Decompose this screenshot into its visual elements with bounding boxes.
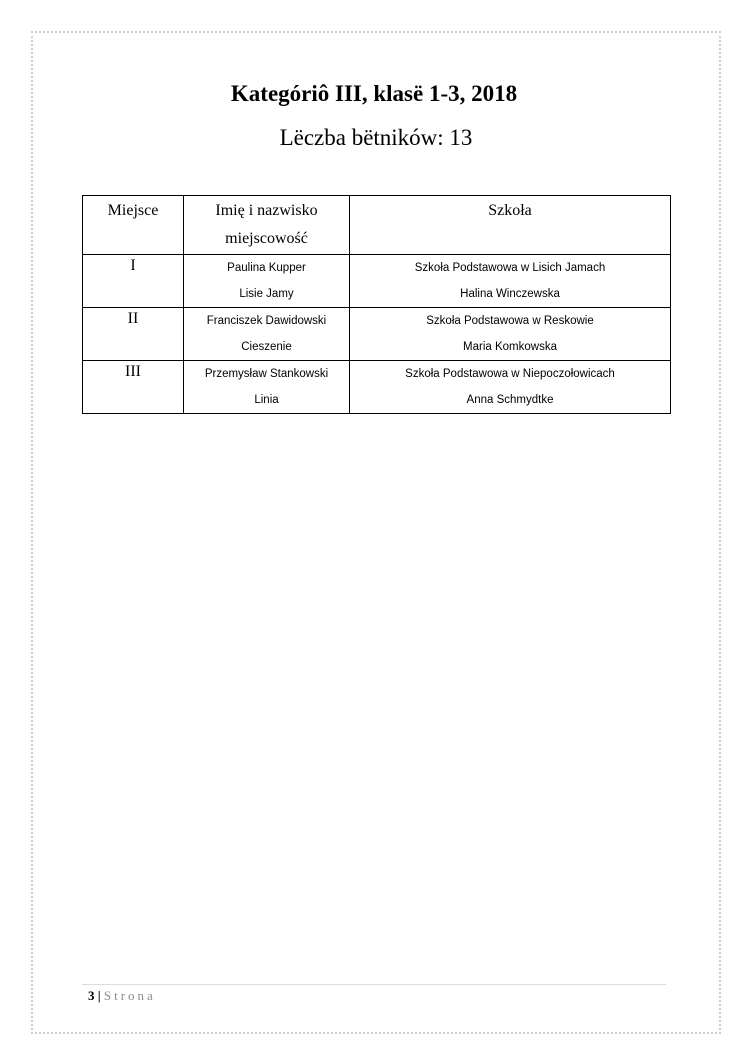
table-row <box>83 308 671 361</box>
row-name-cell <box>184 255 350 308</box>
row-place: II <box>83 308 184 361</box>
school-name: Szkoła Podstawowa w Lisich Jamach <box>414 262 606 274</box>
teacher-name: Halina Winczewska <box>460 288 560 300</box>
header-name-line1: Imię i nazwisko <box>215 202 318 219</box>
footer-divider <box>82 984 666 985</box>
table-row <box>83 255 671 308</box>
document-title: Kategóriô III, klasë 1-3, 2018 <box>230 81 518 106</box>
page-footer <box>88 988 156 1004</box>
participant-name: Przemysław Stankowski <box>204 368 329 380</box>
row-place: III <box>83 361 184 414</box>
row-place: I <box>83 255 184 308</box>
table-header-row <box>83 196 671 255</box>
page-number: 3 <box>88 988 95 1003</box>
teacher-name: Anna Schmydtke <box>466 394 554 406</box>
participant-town: Lisie Jamy <box>239 288 294 300</box>
participant-name: Paulina Kupper <box>227 262 306 274</box>
row-name-cell <box>184 308 350 361</box>
header-name-line2: miejscowość <box>225 230 308 247</box>
row-school-cell <box>350 308 671 361</box>
results-table <box>82 195 671 414</box>
participant-name: Franciszek Dawidowski <box>206 315 327 327</box>
participant-town: Cieszenie <box>241 341 292 353</box>
row-name-cell <box>184 361 350 414</box>
footer-separator: | <box>97 988 101 1003</box>
school-name: Szkoła Podstawowa w Reskowie <box>426 315 594 327</box>
page-label: Strona <box>103 988 156 1003</box>
row-school-cell <box>350 361 671 414</box>
school-name: Szkoła Podstawowa w Niepoczołowicach <box>405 368 615 380</box>
header-name <box>184 196 350 255</box>
header-school: Szkoła <box>350 196 671 255</box>
teacher-name: Maria Komkowska <box>463 341 557 353</box>
table-row <box>83 361 671 414</box>
participant-count: Lëczba bëtników: 13 <box>279 125 473 150</box>
header-place: Miejsce <box>83 196 184 255</box>
row-school-cell <box>350 255 671 308</box>
page-border <box>31 31 721 1034</box>
participant-town: Linia <box>254 394 279 406</box>
